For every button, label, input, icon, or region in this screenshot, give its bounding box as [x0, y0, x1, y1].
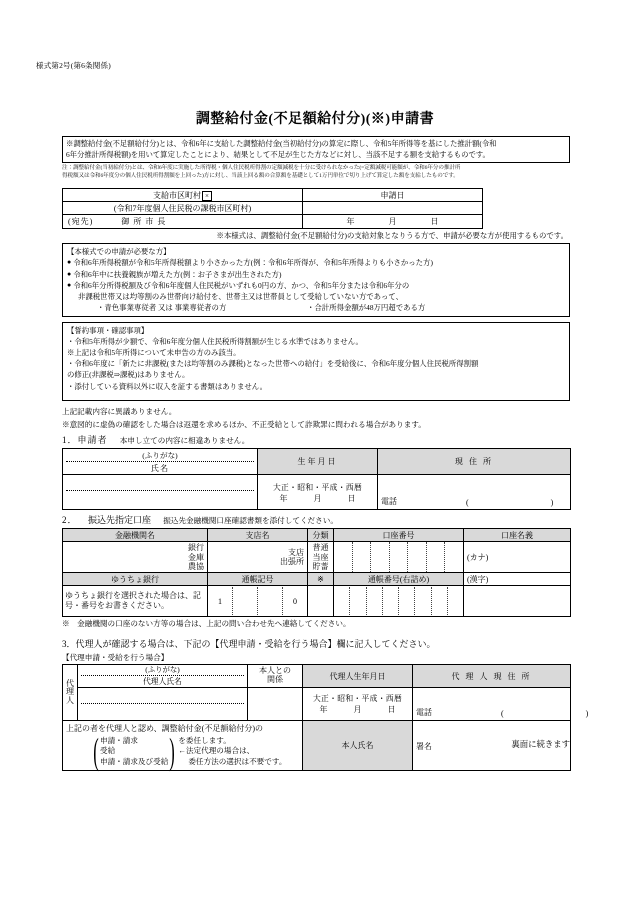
eligibility-item — [67, 257, 565, 268]
bank-section-number: 2． — [62, 515, 78, 526]
bullet-icon: ● — [67, 258, 72, 267]
yucho-kigo-header: 通帳記号 — [208, 573, 308, 586]
eligibility-subitem-right: ・合計所得金額が48万円超である方 — [307, 302, 426, 312]
municipality-block — [62, 188, 570, 241]
pledge-line-4: の修正(非課税⇒課税)はありません。 — [67, 370, 190, 380]
agent-dob-day-label: 日 — [387, 705, 396, 715]
account-name-kanji-label: (漢字) — [467, 575, 489, 585]
bank-section-heading — [62, 513, 570, 526]
branch-type-1[interactable]: 出張所 — [280, 557, 304, 567]
agent-dob-year-label: 年 — [319, 705, 328, 715]
date-year-label: 年 — [346, 217, 355, 227]
eligibility-item — [67, 269, 565, 280]
eligibility-box — [62, 243, 570, 317]
signature-label: 署名 — [416, 741, 432, 751]
close-icon[interactable]: × — [202, 191, 212, 201]
bank-account-name-kana-input[interactable] — [464, 542, 571, 573]
eligibility-item-label: 令和6年中に扶養親族が増えた方(例：お子さまが出生された方) — [73, 269, 282, 279]
bullet-icon: ● — [67, 280, 72, 289]
eligibility-item-label: 令和6年分所得税額及び令和6年度個人住民税がいずれも0円の方、かつ、令和5年分または令和6年分の — [73, 280, 410, 290]
digit-cell[interactable] — [367, 587, 383, 615]
digit-cell[interactable] — [432, 587, 448, 615]
principal-name-label-cell: 本人氏名 — [303, 721, 413, 771]
form-number: 様式第2号(第6条関係) — [36, 61, 111, 70]
yucho-note-line-2: 号・番号をお書きください。 — [65, 601, 169, 611]
bank-footnote: ※ 金融機関の口座のない方等の場合は、上記の問い合わせ先へ連絡してください。 — [62, 619, 351, 629]
bank-section-note: 振込先金融機関口座確認書類を添付してください。 — [163, 516, 338, 526]
agent-box-title: 【代理申請・受給を行う場合】 — [62, 653, 169, 663]
digit-cell[interactable] — [371, 542, 390, 572]
agent-dob-month-label: 月 — [353, 705, 362, 715]
eligibility-item-continuation: 非課税世帯又は均等割のみ世帯向け給付を、世帯主又は世帯員として受給していない方であって、 — [78, 291, 403, 301]
bank-table — [62, 528, 571, 617]
yucho-note-cell — [63, 586, 208, 617]
applicant-dob-ymd — [258, 493, 377, 506]
bullet-icon: ● — [67, 269, 72, 278]
application-date-label: 申請日 — [380, 190, 405, 200]
agent-dob-header: 代理人生年月日 — [303, 665, 413, 688]
yucho-mark: ※ — [308, 573, 334, 586]
digit-cell[interactable] — [445, 542, 463, 572]
applicant-tel-label: 電話 — [381, 497, 397, 507]
eligibility-item — [67, 280, 565, 291]
institution-type-1[interactable]: 金庫 — [188, 552, 204, 562]
applicant-section-number: 1．申請者 — [62, 435, 108, 446]
addressee-value: 御 所 市 長 — [121, 217, 167, 227]
applicant-dob-eras: 大正・昭和・平成・西暦 — [272, 483, 363, 493]
applicant-name-header-cell — [63, 449, 258, 475]
agent-name-header-cell — [78, 665, 248, 688]
account-kind-0[interactable]: 普通 — [312, 543, 329, 553]
consignment-suffix-3: 委任方法の選択は不要です。 — [188, 757, 287, 767]
agent-furigana-label: (ふりがな) — [145, 665, 180, 675]
account-name-kana-label: (カナ) — [467, 553, 489, 563]
dob-year-label: 年 — [279, 494, 288, 504]
intro-note-box — [62, 136, 570, 163]
digit-cell[interactable] — [408, 542, 427, 572]
intro-note-line-1: ※調整給付金(不足額給付分)とは、令和6年に支給した調整給付金(当初給付分)の算定に際し、令和5年所得等を基にした推計額(令和 — [66, 139, 497, 148]
eligibility-title: 【本様式での申請が必要な方】 — [67, 247, 171, 257]
digit-cell[interactable] — [427, 542, 446, 572]
applicant-section-note: 本申し立ての内容に相違ありません。 — [119, 436, 250, 446]
bank-kind-input[interactable] — [308, 542, 334, 573]
applicant-tel-parens: ( ) — [466, 498, 564, 508]
institution-type-0[interactable]: 銀行 — [188, 543, 204, 553]
pledge-line-1: ・令和5年所得が少額で、令和6年度分個人住民税所得割額が生じる水準ではありません。 — [67, 337, 363, 347]
agent-tel-label: 電話 — [416, 708, 432, 718]
agreement-line-1: 上記記載内容に異議ありません。 — [62, 406, 177, 416]
agent-name-input[interactable] — [78, 688, 248, 721]
agent-dob-ymd — [303, 704, 412, 717]
addressee-label: (宛先) — [68, 217, 94, 227]
account-number-digit-boxes[interactable] — [334, 542, 463, 572]
applicant-furigana-label: (ふりがな) — [142, 450, 178, 460]
application-date-blank-cell[interactable] — [303, 202, 483, 215]
digit-cell[interactable] — [233, 587, 258, 615]
agent-dob-input[interactable] — [303, 688, 413, 721]
agent-relation-input[interactable] — [248, 688, 303, 721]
account-kind-1[interactable]: 当座 — [312, 552, 329, 562]
digit-cell[interactable] — [448, 587, 463, 615]
divider — [81, 703, 244, 704]
yucho-kigo-input[interactable] — [208, 586, 308, 617]
bango-digit-boxes[interactable] — [334, 587, 463, 615]
agent-table — [62, 664, 599, 772]
agent-section-heading: 3．代理人が確認する場合は、下記の【代理申請・受給を行う場合】欄に記入してください。 — [62, 639, 436, 650]
intro-footnote — [62, 165, 570, 181]
page-title: 調整給付金(不足額給付分)(※)申請書 — [195, 112, 435, 127]
digit-cell[interactable] — [390, 542, 409, 572]
bank-section-title: 振込先指定口座 — [88, 515, 152, 526]
bank-kind-header: 分類 — [308, 529, 334, 542]
agent-vertical-char-1: 理 — [66, 687, 74, 697]
digit-cell[interactable] — [353, 542, 372, 572]
municipality-header-label: 支給市区町村 — [153, 190, 201, 200]
consignment-suffix-2: ←法定代理の場合は、 — [178, 746, 255, 756]
bank-account-name-header: 口座名義 — [464, 529, 571, 542]
agreement-line-2: ※意図的に虚偽の確認をした場合は返還を求めるほか、不正受給として詐欺罪に問われる場合があります。 — [62, 420, 426, 430]
consignment-option-0[interactable]: 申請・請求 — [100, 735, 138, 745]
digit-cell[interactable] — [258, 587, 283, 615]
footer-note: 裏面に続きます — [511, 740, 570, 749]
agent-tel-parens: ( ) — [501, 709, 599, 719]
digit-cell-mid: 0 — [293, 596, 297, 606]
institution-type-2[interactable]: 農協 — [188, 562, 204, 572]
divider — [66, 490, 254, 491]
applicant-section-heading — [62, 433, 570, 446]
agent-address-header: 代 理 人 現 住 所 — [413, 665, 571, 688]
agent-dob-eras: 大正・昭和・平成・西暦 — [312, 694, 403, 704]
pledge-line-2: ※上記は令和5年所得について未申告の方のみ該当。 — [67, 348, 241, 358]
digit-cell[interactable] — [350, 587, 366, 615]
intro-footnote-line-2: 得税額又は令和6年度分の個人住民税所得割額を上回った)方に対し、当該上回る額の合算額を基礎として1万円単位で切り上げて算定した額を支給したものです。 — [62, 173, 459, 180]
eligibility-subitem-left: ・青色事業専従者 又は 事業専従者の方 — [97, 302, 227, 312]
consignment-intro: 上記の者を代理人と認め、調整給付金(不足額給付分)の — [66, 724, 264, 734]
applicant-dob-input[interactable] — [258, 475, 378, 510]
eligibility-item-label: 令和6年所得税額が令和5年所得税額より小さかった方(例：令和6年所得が、令和5年所得よりも小さかった方) — [73, 258, 433, 268]
agent-name-label: 代理人氏名 — [143, 677, 182, 687]
bank-account-name-kanji-write[interactable] — [464, 586, 571, 617]
agent-vertical-char-0: 代 — [66, 678, 74, 688]
bank-branch-input[interactable] — [208, 542, 308, 573]
yucho-bank-label: ゆうちょ銀行 — [63, 573, 208, 586]
dob-day-label: 日 — [347, 494, 356, 504]
bank-account-number-input[interactable] — [334, 542, 464, 573]
applicant-name-label: 氏名 — [150, 463, 170, 473]
consignment-option-2[interactable]: 申請・請求及び受給 — [100, 757, 169, 767]
usage-note: ※本様式は、調整給付金(不足額給付分)の支給対象となりうる方で、申請が必要な方が使用するものです。 — [216, 231, 568, 241]
applicant-dob-header: 生年月日 — [258, 449, 378, 475]
eligibility-subitems — [67, 302, 565, 313]
date-day-label: 日 — [430, 217, 439, 227]
bank-branch-header: 支店名 — [208, 529, 308, 542]
branch-type-0[interactable]: 支店 — [288, 548, 304, 557]
intro-note-line-2: 6年分推計所得税額)を用いて算定したことにより、結果として不足が生じた方などに対し、当該不足する額を支給するものです。 — [66, 149, 490, 159]
digit-cell[interactable] — [415, 587, 431, 615]
digit-cell[interactable] — [334, 542, 353, 572]
yucho-bango-input[interactable] — [334, 586, 464, 617]
bank-institution-input[interactable] — [63, 542, 208, 573]
agent-address-input[interactable] — [413, 688, 599, 721]
kigo-digit-boxes[interactable] — [208, 587, 307, 615]
pledge-line-3: ・令和6年度に「新たに非課税(または均等割のみ課税)となった世帯への給付」を受給後に、令和6年度分個人住民税所得割額 — [67, 359, 479, 369]
digit-cell[interactable] — [383, 587, 399, 615]
digit-cell[interactable] — [334, 587, 350, 615]
consignment-options-block: ( 申請・請求 受給 申請・請求及び受給 ) を委任します。 ←法定代理の場合は、 委任方法の選択は不要です。 — [93, 730, 287, 772]
addressee-cell — [63, 215, 303, 229]
pledge-box — [62, 322, 570, 401]
municipality-table — [62, 188, 483, 229]
consignment-suffix-1: を委任します。 — [178, 735, 231, 745]
application-date-header-cell — [303, 189, 483, 202]
consignment-option-1[interactable]: 受給 — [100, 746, 116, 756]
bank-account-number-header: 口座番号 — [334, 529, 464, 542]
pledge-title: 【誓約事項・確認事項】 — [67, 326, 149, 335]
agent-relation-line-2: 関係 — [267, 675, 283, 685]
yucho-bango-header: 通帳番号(右詰め) — [334, 573, 464, 586]
application-date-ymd-cell[interactable] — [303, 215, 483, 229]
applicant-address-header: 現 住 所 — [378, 449, 571, 475]
applicant-table — [62, 448, 571, 510]
agent-relation-header — [248, 665, 303, 688]
agent-vertical-char-2: 人 — [66, 695, 74, 705]
agent-relation-line-1: 本人との — [259, 666, 291, 676]
yucho-mark-cell — [308, 586, 334, 617]
applicant-name-input[interactable] — [63, 475, 258, 510]
municipality-subtitle-cell: (令和7年度個人住民税の課税市区町村) — [63, 202, 303, 215]
date-month-label: 月 — [388, 217, 397, 227]
dob-month-label: 月 — [313, 494, 322, 504]
bank-institution-header: 金融機関名 — [63, 529, 208, 542]
digit-cell[interactable] — [399, 587, 415, 615]
content-column — [62, 136, 599, 772]
municipality-header-cell — [63, 189, 303, 202]
account-kind-2[interactable]: 貯蓄 — [312, 562, 329, 572]
digit-cell-prefix: 1 — [208, 587, 233, 615]
pledge-line-5: ・添付している資料以外に収入を証する書類はありません。 — [67, 381, 267, 391]
applicant-address-input[interactable] — [378, 475, 571, 510]
bank-account-name-kanji-input[interactable] — [464, 573, 571, 586]
agent-vertical-label — [63, 665, 78, 721]
intro-footnote-line-1: 注：調整給付金(当初給付分)とは、令和6年度に実施した所得税・個人住民税所得割の定額減税を十分に受けられなかった(=定額減税可能額が、令和6年分の推計所 — [62, 165, 461, 172]
yucho-note-line-1: ゆうちょ銀行を選択された場合は、記 — [65, 590, 201, 600]
